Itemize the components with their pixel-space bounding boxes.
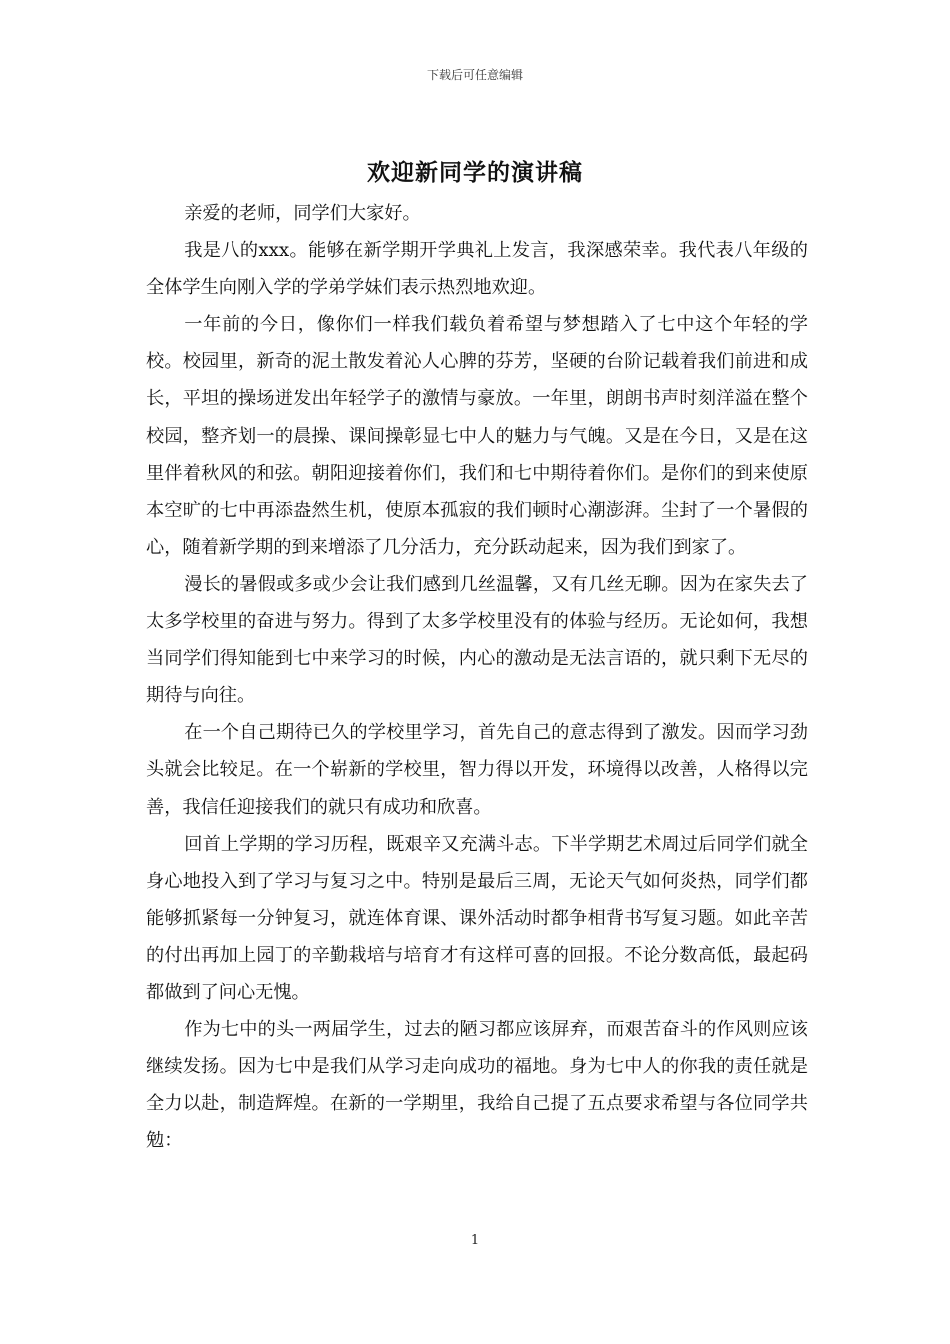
paragraph-greeting: 亲爱的老师，同学们大家好。 [184, 203, 421, 224]
document-title: 欢迎新同学的演讲稿 [367, 159, 583, 186]
paragraph-summer: 漫长的暑假或多或少会让我们感到几丝温馨，又有几丝无聊。因为在家失去了太多学校里的奋进与努力。得到了太多学校里没有的体验与经历。无论如何，我想当同学们得知能到七中来学习的时候，内心的激动是无法言语的，就只剩下无尽的期待与向往。 [146, 573, 808, 707]
paragraph-responsibility: 作为七中的头一两届学生，过去的陋习都应该屏弃，而艰苦奋斗的作风则应该继续发扬。因为七中是我们从学习走向成功的福地。身为七中人的你我的责任就是全力以赴，制造辉煌。在新的一学期里，我给自己提了五点要求希望与各位同学共勉： [146, 1019, 808, 1152]
paragraph-review: 回首上学期的学习历程，既艰辛又充满斗志。下半学期艺术周过后同学们就全身心地投入到了学习与复习之中。特别是最后三周，无论天气如何炎热，同学们都能够抓紧每一分钟复习，就连体育课、课外活动时都争相背书写复习题。如此辛苦的付出再加上园丁的辛勤栽培与培育才有这样可喜的回报。不论分数高低，最起码都做到了问心无愧。 [146, 833, 808, 1003]
paragraph-motivation: 在一个自己期待已久的学校里学习，首先自己的意志得到了激发。因而学习劲头就会比较足。在一个崭新的学校里，智力得以开发，环境得以改善，人格得以完善，我信任迎接我们的就只有成功和欣喜。 [146, 722, 808, 818]
paragraph-memories: 一年前的今日，像你们一样我们载负着希望与梦想踏入了七中这个年轻的学校。校园里，新奇的泥土散发着沁人心脾的芬芳，坚硬的台阶记载着我们前进和成长，平坦的操场迸发出年轻学子的激情与豪放。一年里，朗朗书声时刻洋溢在整个校园，整齐划一的晨操、课间操彰显七中人的魅力与气魄。又是在今日，又是在这里伴着秋风的和弦。朝阳迎接着你们，我们和七中期待着你们。是你们的到来使原本空旷的七中再添盎然生机，使原本孤寂的我们顿时心潮澎湃。尘封了一个暑假的心，随着新学期的到来增添了几分活力，充分跃动起来，因为我们到家了。 [146, 314, 808, 558]
document-body [146, 195, 808, 1159]
paragraph-introduction: 我是八的xxx。能够在新学期开学典礼上发言，我深感荣幸。我代表八年级的全体学生向刚入学的学弟学妹们表示热烈地欢迎。 [146, 240, 808, 299]
page-number: 1 [470, 1233, 480, 1248]
page-header-note: 下载后可任意编辑 [426, 68, 523, 82]
